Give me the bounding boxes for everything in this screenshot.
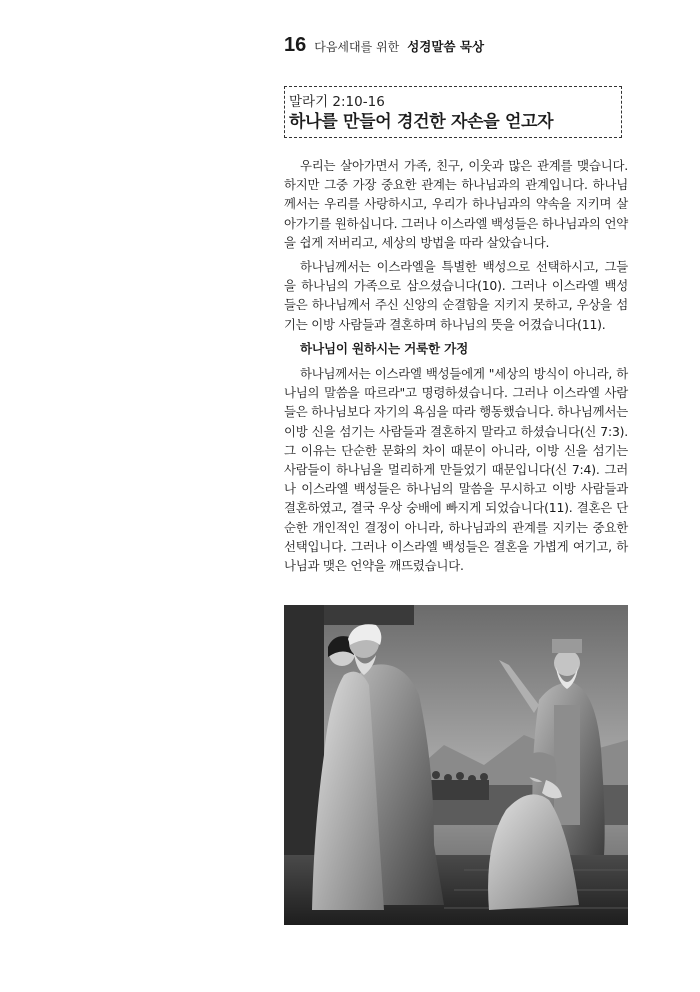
article-body <box>284 156 628 580</box>
book-title: 다음세대를 위한 <box>314 40 400 54</box>
passage-title: 하나를 만들어 경건한 자손을 얻고자 <box>289 112 554 132</box>
page-number: 16 <box>284 34 307 56</box>
section-subheading: 하나님이 원하시는 거룩한 가정 <box>300 340 469 356</box>
book-title-strong: 성경말씀 묵상 <box>407 39 485 54</box>
page-header <box>284 34 484 57</box>
paragraph-3: 하나님께서는 이스라엘 백성들에게 "세상의 방식이 아니라, 하나님의 말씀을 따르라"고 명령하셨습니다. 그러나 이스라엘 사람들은 하나님보다 자기의 욕심을 따라 행동했습니다. 하나님께서는 이방 신을 섬기는 사람들과 결혼하지 말라고 하셨습니다(신 7:3). 그 이유는 단순한 문화의 차이 때문이 아니라, 이방 신을 섬기는 사람들이 하나님을 멀리하게 만들었기 때문입니다(신 7:4). 그러나 이스라엘 백성들은 하나님의 말씀을 무시하고 이방 사람들과 결혼하였고, 결국 우상 숭배에 빠지게 되었습니다(11). 결혼은 단순한 개인적인 결정이 아니라, 하나님과의 관계를 지키는 중요한 선택입니다. 그러나 이스라엘 백성들은 결혼을 가볍게 여기고, 하나님과 맺은 언약을 깨뜨렸습니다. <box>284 366 628 574</box>
passage-reference: 말라기 2:10-16 <box>289 94 385 110</box>
paragraph-1: 우리는 살아가면서 가족, 친구, 이웃과 많은 관계를 맺습니다. 하지만 그중 가장 중요한 관계는 하나님과의 관계입니다. 하나님께서는 우리를 사랑하시고, 우리가 하나님과의 약속을 지키며 살아가기를 원하십니다. 그러나 이스라엘 백성들은 하나님과의 언약을 쉽게 저버리고, 세상의 방법을 따라 살았습니다. <box>284 158 628 250</box>
passage-box <box>284 86 622 138</box>
biblical-illustration <box>284 605 628 925</box>
paragraph-2: 하나님께서는 이스라엘을 특별한 백성으로 선택하시고, 그들을 하나님의 가족으로 삼으셨습니다(10). 그러나 이스라엘 백성들은 하나님께서 주신 신앙의 순결함을 지키지 못하고, 우상을 섬기는 이방 사람들과 결혼하며 하나님의 뜻을 어겼습니다(11). <box>284 259 628 332</box>
